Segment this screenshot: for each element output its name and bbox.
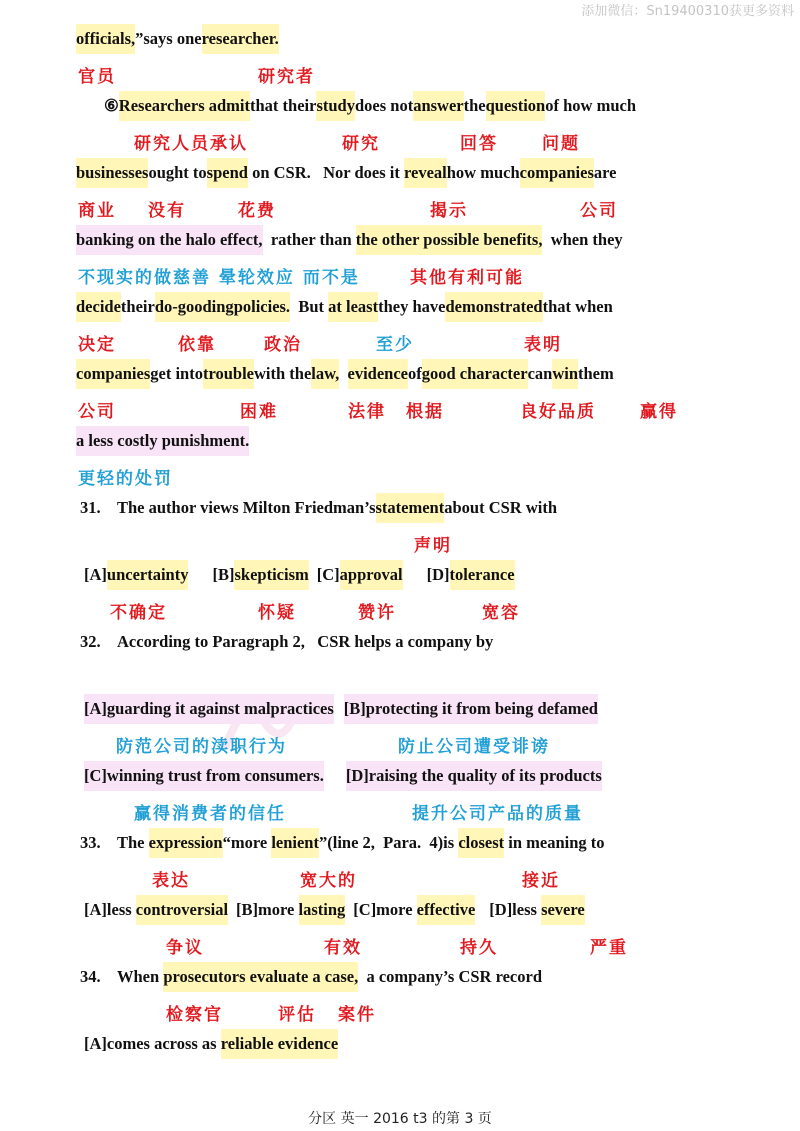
translation-evidence: 根据 — [406, 402, 444, 422]
text: of — [407, 364, 422, 383]
word-expression: expression — [149, 828, 223, 858]
translation-companies: 公司 — [78, 402, 116, 422]
text: with the — [253, 364, 312, 383]
text: that their — [250, 96, 317, 115]
question-32-options-ab — [84, 694, 598, 724]
word-closest: closest — [458, 828, 504, 858]
word-companies: companies — [76, 359, 150, 389]
question-32 — [80, 627, 493, 657]
question-33-options — [84, 895, 585, 925]
option-a-text[interactable]: [A]comes across as — [84, 1034, 221, 1053]
question-33 — [80, 828, 605, 858]
word-at-least: at least — [328, 292, 378, 322]
phrase-less-costly-punishment: a less costly punishment. — [76, 426, 249, 456]
translation-companies: 公司 — [580, 201, 618, 221]
phrase-reliable-evidence[interactable]: reliable evidence — [221, 1029, 338, 1059]
translation-effective: 有效 — [324, 938, 362, 958]
translation-lasting: 持久 — [460, 938, 498, 958]
passage-line-1 — [76, 24, 279, 54]
word-evidence: evidence — [348, 359, 408, 389]
question-31 — [80, 493, 557, 523]
text: “more — [222, 833, 272, 852]
word-demonstrated: demonstrated — [445, 292, 542, 322]
text: The — [117, 833, 149, 852]
text: their — [120, 297, 155, 316]
word-law: law, — [311, 359, 339, 389]
word-companies: companies — [520, 158, 594, 188]
question-number: 33. — [80, 833, 101, 852]
translation-decide: 决定 — [78, 335, 116, 355]
translation-halo-effect: 不现实的做慈善 晕轮效应 而不是 — [78, 268, 360, 288]
translation-researcher: 研究者 — [258, 67, 315, 87]
option-d-label: [D] — [426, 565, 450, 584]
translation-win: 赢得 — [640, 402, 678, 422]
translation-prosecutors: 检察官 — [166, 1005, 223, 1025]
passage-line-3 — [76, 158, 616, 188]
translation-policies: 政治 — [264, 335, 302, 355]
text: how much — [446, 163, 520, 182]
word-question: question — [486, 91, 546, 121]
word-study: study — [316, 91, 355, 121]
translation-severe: 严重 — [590, 938, 628, 958]
question-number: 31. — [80, 498, 101, 517]
translation-trouble: 困难 — [240, 402, 278, 422]
option-c[interactable]: approval — [340, 560, 403, 590]
question-31-options — [84, 560, 515, 590]
translation-do-gooding: 依靠 — [178, 335, 216, 355]
translation-option-a: 防范公司的渎职行为 — [116, 737, 287, 757]
translation-approval: 赞许 — [358, 603, 396, 623]
translation-spend: 花费 — [238, 201, 276, 221]
question-number: 32. — [80, 632, 101, 651]
passage-line-7 — [76, 426, 249, 456]
translation-controversial: 争议 — [166, 938, 204, 958]
page-footer: 分区 英一 2016 t3 的第 3 页 — [308, 1111, 492, 1127]
translation-at-least: 至少 — [376, 335, 414, 355]
translation-not: 没有 — [148, 201, 186, 221]
word-decide: decide — [76, 292, 121, 322]
option-a[interactable]: uncertainty — [107, 560, 189, 590]
word-researcher: researcher. — [202, 24, 279, 54]
translation-option-b: 防止公司遭受诽谤 — [398, 737, 550, 757]
text: rather than — [262, 230, 356, 249]
translation-closest: 接近 — [522, 871, 560, 891]
question-32-options-cd — [84, 761, 602, 791]
text: them — [578, 364, 614, 383]
word-statement: statement — [376, 493, 445, 523]
watermark: 添加微信：Sn19400310获更多资料 — [581, 4, 794, 19]
text: are — [593, 163, 617, 182]
text: in meaning to — [504, 833, 605, 852]
option-d[interactable]: tolerance — [450, 560, 515, 590]
word-reveal: reveal — [404, 158, 447, 188]
text: The author views Milton Friedman’s — [117, 498, 376, 517]
passage-line-5 — [76, 292, 613, 322]
option-a-label: [A]less — [84, 900, 136, 919]
phrase-other-benefits: the other possible benefits, — [356, 225, 543, 255]
translation-other-benefits: 其他有利可能 — [410, 268, 524, 288]
text: ”says one — [135, 29, 202, 48]
translation-demonstrated: 表明 — [524, 335, 562, 355]
translation-businesses: 商业 — [78, 201, 116, 221]
option-c-label: [C]more — [353, 900, 417, 919]
option-b[interactable]: skepticism — [234, 560, 308, 590]
word-lenient: lenient — [271, 828, 319, 858]
translation-expression: 表达 — [152, 871, 190, 891]
translation-skepticism: 怀疑 — [258, 603, 296, 623]
translation-law: 法律 — [348, 402, 386, 422]
text: when they — [542, 230, 623, 249]
text: of how much — [545, 96, 636, 115]
word-win: win — [552, 359, 578, 389]
option-d[interactable]: [D]raising the quality of its products — [346, 761, 602, 791]
translation-study: 研究 — [342, 134, 380, 154]
question-34 — [80, 962, 542, 992]
text: But — [290, 297, 329, 316]
option-a-label: [A] — [84, 565, 107, 584]
translation-less-costly: 更轻的处罚 — [78, 469, 173, 489]
word-policies: policies. — [234, 292, 290, 322]
text: When — [117, 967, 164, 986]
question-number: 34. — [80, 967, 101, 986]
translation-case: 案件 — [338, 1005, 376, 1025]
word-businesses: businesses — [76, 158, 148, 188]
word-answer: answer — [413, 91, 463, 121]
text: ”(line 2, Para. 4)is — [318, 833, 459, 852]
text: about CSR with — [444, 498, 558, 517]
option-d-label: [D]less — [489, 900, 542, 919]
word-do-gooding: do-gooding — [155, 292, 234, 322]
translation-tolerance: 宽容 — [482, 603, 520, 623]
text: that when — [542, 297, 613, 316]
text: can — [527, 364, 553, 383]
phrase-banking-on-halo: banking on the halo effect, — [76, 225, 263, 255]
paragraph-number: ⑥ — [104, 96, 119, 115]
phrase-prosecutors-evaluate: prosecutors evaluate a case, — [163, 962, 358, 992]
word-researchers-admit: Researchers admit — [119, 91, 250, 121]
option-b-label: [B]more — [236, 900, 299, 919]
passage-line-4 — [76, 225, 623, 255]
translation-option-c: 赢得消费者的信任 — [134, 804, 286, 824]
text: According to Paragraph 2, CSR helps a company by — [117, 632, 494, 651]
word-good-character: good character — [422, 359, 528, 389]
translation-statement: 声明 — [414, 536, 452, 556]
passage-line-6 — [76, 359, 614, 389]
option-a[interactable]: controversial — [136, 895, 228, 925]
translation-good-character: 良好品质 — [520, 402, 596, 422]
text: they have — [378, 297, 446, 316]
option-b[interactable]: lasting — [299, 895, 346, 925]
translation-officials: 官员 — [78, 67, 116, 87]
option-a[interactable]: [A]guarding it against malpractices — [84, 694, 334, 724]
translation-researchers-admit: 研究人员承认 — [134, 134, 248, 154]
text: does not — [354, 96, 414, 115]
translation-option-d: 提升公司产品的质量 — [412, 804, 583, 824]
option-d[interactable]: severe — [541, 895, 585, 925]
translation-lenient: 宽大的 — [300, 871, 357, 891]
passage-line-2 — [104, 91, 636, 121]
text: ought to — [148, 163, 207, 182]
word-trouble: trouble — [203, 359, 254, 389]
text: get into — [150, 364, 203, 383]
option-b[interactable]: [B]protecting it from being defamed — [344, 694, 598, 724]
word-officials: officials, — [76, 24, 135, 54]
option-c-label: [C] — [316, 565, 340, 584]
option-c[interactable]: effective — [417, 895, 476, 925]
translation-reveal: 揭示 — [430, 201, 468, 221]
text: a company’s CSR record — [358, 967, 542, 986]
option-c[interactable]: [C]winning trust from consumers. — [84, 761, 324, 791]
question-34-option-a — [84, 1029, 338, 1059]
translation-evaluate: 评估 — [278, 1005, 316, 1025]
word-spend: spend — [207, 158, 248, 188]
translation-answer: 回答 — [460, 134, 498, 154]
option-b-label: [B] — [212, 565, 235, 584]
text — [339, 359, 347, 389]
text: on CSR. Nor does it — [247, 163, 404, 182]
translation-question: 问题 — [542, 134, 580, 154]
translation-uncertainty: 不确定 — [110, 603, 167, 623]
text: the — [463, 96, 486, 115]
